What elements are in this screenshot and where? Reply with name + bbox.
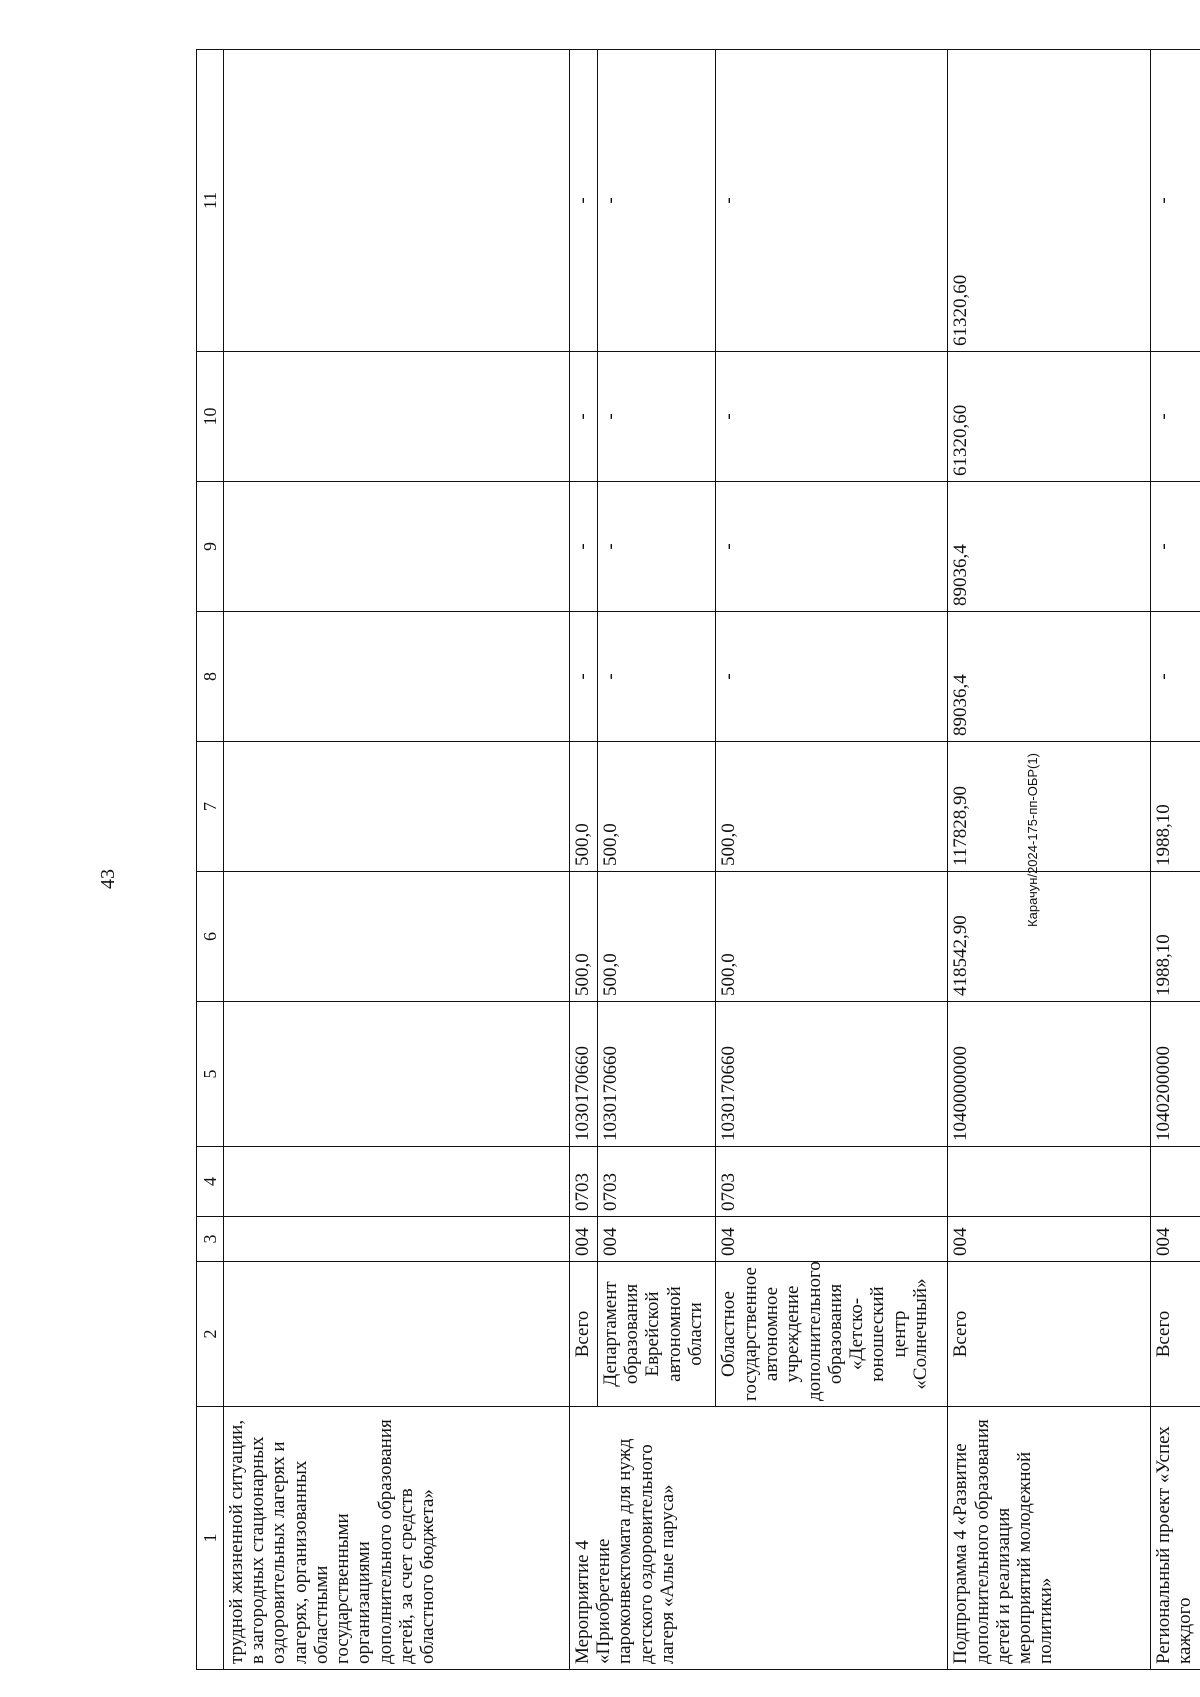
amount-year-cell: 500,0 <box>716 742 948 872</box>
budget-table <box>196 49 1200 1670</box>
header-col-7: 7 <box>197 742 224 872</box>
target-code-cell: 1030170660 <box>716 1002 948 1147</box>
table-row-subprogram-4 <box>948 50 1150 1670</box>
amount-year-cell: - <box>569 50 597 352</box>
amount-year-cell: - <box>716 612 948 742</box>
amount-total-cell: 1988,10 <box>1150 872 1200 1002</box>
amount-year-cell: - <box>716 50 948 352</box>
section-code-cell: 0703 <box>597 1147 716 1217</box>
header-col-8: 8 <box>197 612 224 742</box>
empty-cell <box>223 612 569 742</box>
empty-cell <box>223 1262 569 1407</box>
target-code-cell: 1040200000 <box>1150 1002 1200 1147</box>
header-col-11: 11 <box>197 50 224 352</box>
section-code-cell <box>948 1147 1150 1217</box>
amount-total-cell: 500,0 <box>716 872 948 1002</box>
section-code-cell: 0703 <box>569 1147 597 1217</box>
amount-year-cell: 500,0 <box>569 742 597 872</box>
amount-year-cell: - <box>716 482 948 612</box>
header-col-3: 3 <box>197 1217 224 1262</box>
executor-cell: Всего <box>948 1262 1150 1407</box>
amount-total-cell: 418542,90 <box>948 872 1150 1002</box>
table-row-measure-4-total <box>569 50 597 1670</box>
amount-year-cell: 1988,10 <box>1150 742 1200 872</box>
grbs-code-cell: 004 <box>1150 1217 1200 1262</box>
header-col-5: 5 <box>197 1002 224 1147</box>
amount-year-cell: - <box>1150 50 1200 352</box>
empty-cell <box>223 872 569 1002</box>
executor-cell: Всего <box>1150 1262 1200 1407</box>
empty-cell <box>223 482 569 612</box>
section-code-cell: 0703 <box>716 1147 948 1217</box>
header-col-1: 1 <box>197 1407 224 1670</box>
page-number: 43 <box>97 869 119 889</box>
table-row-continuation <box>223 50 569 1670</box>
amount-year-cell: - <box>569 482 597 612</box>
amount-year-cell: - <box>597 482 716 612</box>
project-name-cell: Региональный проект «Успех каждого <box>1150 1407 1200 1670</box>
amount-year-cell: - <box>1150 352 1200 482</box>
header-col-6: 6 <box>197 872 224 1002</box>
target-code-cell: 1040000000 <box>948 1002 1150 1147</box>
section-code-cell <box>1150 1147 1200 1217</box>
amount-total-cell: 500,0 <box>597 872 716 1002</box>
amount-year-cell: - <box>597 50 716 352</box>
measure-name-cell: Мероприятие 4 «Приобретение пароконвектомата для нужд детского оздоровительного лагеря «Алые паруса» <box>569 1407 947 1670</box>
amount-year-cell: - <box>569 352 597 482</box>
amount-year-cell: - <box>569 612 597 742</box>
header-col-4: 4 <box>197 1147 224 1217</box>
amount-year-cell: - <box>716 352 948 482</box>
empty-cell <box>223 1147 569 1217</box>
header-col-10: 10 <box>197 352 224 482</box>
amount-year-cell: 61320,60 <box>948 50 1150 352</box>
grbs-code-cell: 004 <box>569 1217 597 1262</box>
amount-year-cell: 61320,60 <box>948 352 1150 482</box>
header-col-9: 9 <box>197 482 224 612</box>
subprogram-name-cell: Подпрограмма 4 «Развитие дополнительного образования детей и реализация мероприятий молодежной политики» <box>948 1407 1150 1670</box>
empty-cell <box>223 742 569 872</box>
program-name-cell: трудной жизненной ситуации, в загородных стационарных оздоровительных лагерях и лагерях, организованных областными государственными организациями дополнительного образования детей, за счет средств областного бюджета» <box>223 1407 569 1670</box>
grbs-code-cell: 004 <box>948 1217 1150 1262</box>
amount-year-cell: - <box>1150 482 1200 612</box>
executor-cell: Всего <box>569 1262 597 1407</box>
amount-year-cell: 117828,90 <box>948 742 1150 872</box>
document-reference: Карачун/2024-175-пп-ОБР(1) <box>1025 753 1040 927</box>
amount-year-cell: 89036,4 <box>948 482 1150 612</box>
table-row-regional-project <box>1150 50 1200 1670</box>
executor-cell: Областное государственное автономное учреждение дополнительного образования «Детско-юношеский центр «Солнечный» <box>716 1262 948 1407</box>
column-number-row <box>197 50 224 1670</box>
amount-total-cell: 500,0 <box>569 872 597 1002</box>
target-code-cell: 1030170660 <box>569 1002 597 1147</box>
executor-cell: Департамент образования Еврейской автономной области <box>597 1262 716 1407</box>
empty-cell <box>223 1002 569 1147</box>
grbs-code-cell: 004 <box>597 1217 716 1262</box>
empty-cell <box>223 352 569 482</box>
target-code-cell: 1030170660 <box>597 1002 716 1147</box>
header-col-2: 2 <box>197 1262 224 1407</box>
table-rotated-container <box>196 50 1200 1670</box>
amount-year-cell: - <box>1150 612 1200 742</box>
amount-year-cell: - <box>597 612 716 742</box>
amount-year-cell: 500,0 <box>597 742 716 872</box>
grbs-code-cell: 004 <box>716 1217 948 1262</box>
amount-year-cell: 89036,4 <box>948 612 1150 742</box>
amount-year-cell: - <box>597 352 716 482</box>
empty-cell <box>223 1217 569 1262</box>
empty-cell <box>223 50 569 352</box>
